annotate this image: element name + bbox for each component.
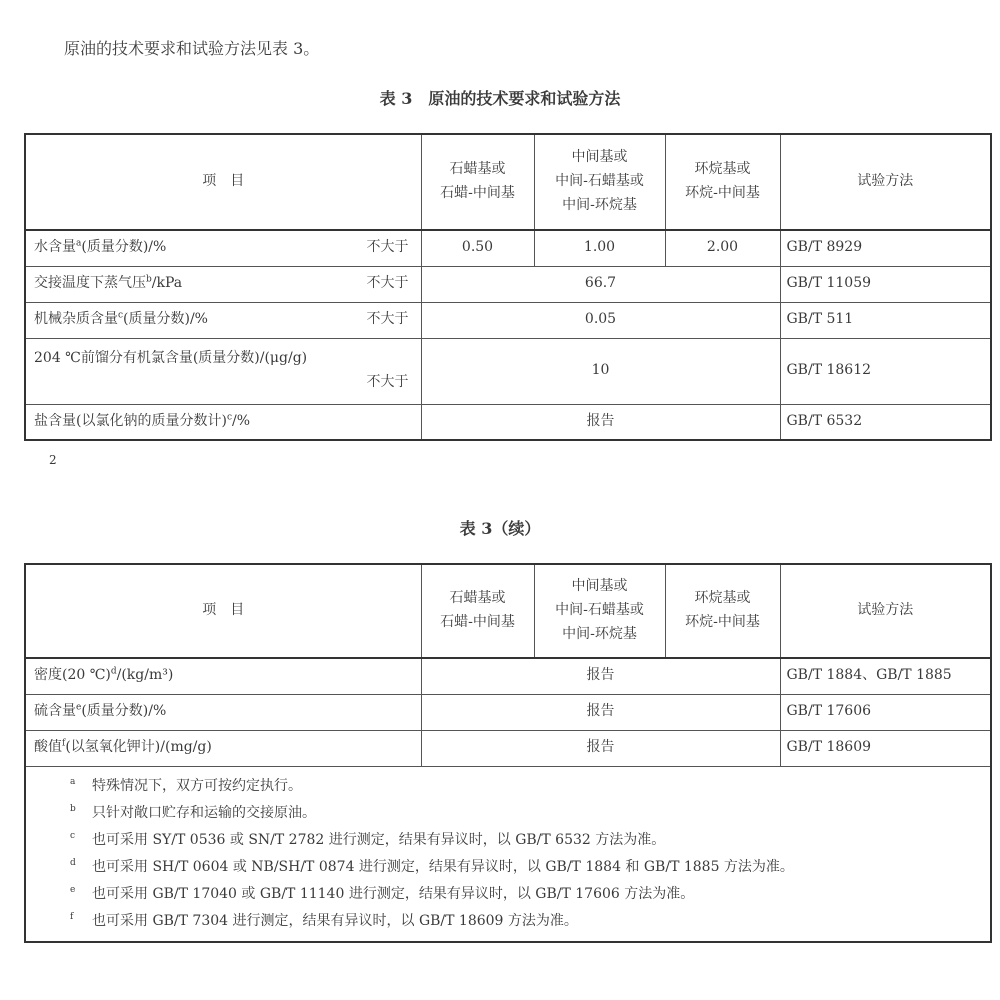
page-number: 2 [49, 453, 57, 467]
method-cell: GB/T 18609 [780, 730, 991, 766]
value-cell: 报告 [421, 404, 780, 440]
table-row [25, 338, 991, 404]
method-cell: GB/T 6532 [780, 404, 991, 440]
footnotes [25, 766, 991, 942]
footnote: e 也可采用 GB/T 17040 或 GB/T 11140 进行测定，结果有异议时，以 GB/T 17606 方法为准。 [70, 884, 695, 902]
intro-text: 原油的技术要求和试验方法见表 3。 [64, 39, 320, 58]
table-header-row [25, 564, 991, 658]
value-cell: 报告 [421, 730, 780, 766]
method-cell: GB/T 1884、GB/T 1885 [780, 658, 991, 694]
requirements-table [24, 133, 992, 441]
value-cell: 0.50 [421, 230, 534, 266]
row-item: 硫含量$^e$(质量分数)/% [25, 694, 421, 730]
table-row [25, 658, 991, 694]
table-row [25, 404, 991, 440]
footnote: b 只针对敞口贮存和运输的交接原油。 [70, 803, 316, 821]
footnote: f 也可采用 GB/T 7304 进行测定，结果有异议时，以 GB/T 18609 方法为准。 [70, 911, 578, 929]
row-item: 水含量$^a$(质量分数)/% 不大于 [25, 230, 421, 266]
header-naphthenic: 环烷基或 环烷-中间基 [665, 134, 780, 230]
value-cell: 2.00 [665, 230, 780, 266]
header-intermediate: 中间基或 中间-石蜡基或 中间-环烷基 [534, 134, 665, 230]
header-item: 项 目 [25, 564, 421, 658]
footnote: d 也可采用 SH/T 0604 或 NB/SH/T 0874 进行测定，结果有异议时，以 GB/T 1884 和 GB/T 1885 方法为准。 [70, 857, 794, 875]
requirements-table-continued [24, 563, 992, 943]
row-item: 酸值$^f$(以氢氧化钾计)/(mg/g) [25, 730, 421, 766]
table-row [25, 730, 991, 766]
table-row [25, 266, 991, 302]
method-cell: GB/T 8929 [780, 230, 991, 266]
header-intermediate: 中间基或 中间-石蜡基或 中间-环烷基 [534, 564, 665, 658]
value-cell: 66.7 [421, 266, 780, 302]
row-item: 密度(20 ℃)$^d$/(kg/m³) [25, 658, 421, 694]
header-method: 试验方法 [780, 564, 991, 658]
header-paraffin: 石蜡基或 石蜡-中间基 [421, 564, 534, 658]
table-caption: 表 3 原油的技术要求和试验方法 [379, 89, 621, 108]
value-cell: 10 [421, 338, 780, 404]
table-caption-continued: 表 3（续） [459, 519, 541, 538]
header-paraffin: 石蜡基或 石蜡-中间基 [421, 134, 534, 230]
value-cell: 报告 [421, 658, 780, 694]
table-row [25, 230, 991, 266]
value-cell: 报告 [421, 694, 780, 730]
table-row [25, 302, 991, 338]
method-cell: GB/T 11059 [780, 266, 991, 302]
row-item: 204 ℃前馏分有机氯含量(质量分数)/(μg/g) 不大于 [25, 338, 421, 404]
table-row [25, 694, 991, 730]
value-cell: 1.00 [534, 230, 665, 266]
method-cell: GB/T 18612 [780, 338, 991, 404]
row-item: 交接温度下蒸气压$^b$/kPa 不大于 [25, 266, 421, 302]
table-header-row [25, 134, 991, 230]
header-naphthenic: 环烷基或 环烷-中间基 [665, 564, 780, 658]
footnote: c 也可采用 SY/T 0536 或 SN/T 2782 进行测定，结果有异议时，以 GB/T 6532 方法为准。 [70, 830, 666, 848]
header-method: 试验方法 [780, 134, 991, 230]
method-cell: GB/T 511 [780, 302, 991, 338]
footnotes-row [25, 766, 991, 942]
row-item: 机械杂质含量$^c$(质量分数)/% 不大于 [25, 302, 421, 338]
header-item: 项 目 [25, 134, 421, 230]
row-item: 盐含量(以氯化钠的质量分数计)$^c$/% [25, 404, 421, 440]
value-cell: 0.05 [421, 302, 780, 338]
footnote: a 特殊情况下，双方可按约定执行。 [70, 776, 302, 794]
method-cell: GB/T 17606 [780, 694, 991, 730]
